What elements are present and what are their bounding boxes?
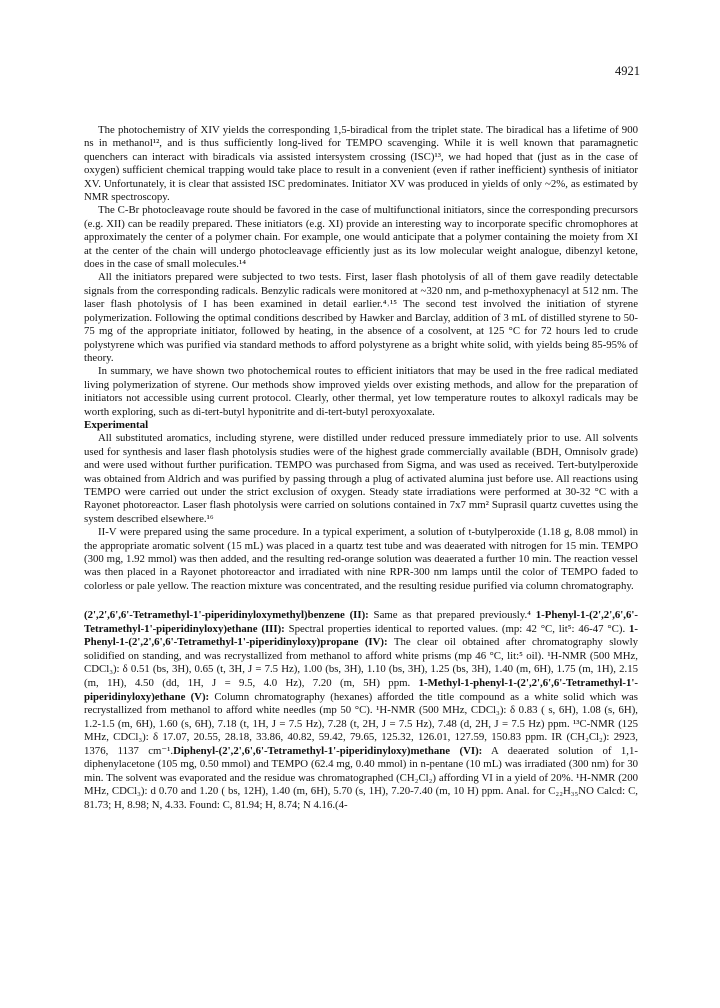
compound-characterization (84, 609, 638, 812)
paragraph-materials: All substituted aromatics, including styrene, were distilled under reduced pressure immediately prior to use. All solvents used for synthesis and laser flash photolysis studies were of the highest grade commercially available (BDH, Omnisolv grade) and were used without further purification. TEMPO was purchased from Sigma, and was used as received. Tert-butylperoxide was obtained from Aldrich and was purified by passing through a plug of activated alumina just before use. All reactions using TEMPO were carried out under the strict exclusion of oxygen. Steady state irradiations were performed at 30-32 °C with a Rayonet photoreactor. Laser flash photolysis were carried on solutions contained in 7x7 mm² Suprasil quartz cuvettes using the system described elsewhere.¹⁶ (84, 432, 638, 525)
paragraph-summary: In summary, we have shown two photochemical routes to efficient initiators that may be used in the free radical mediated living polymerization of styrene. Our methods show improved yields over existing methods, and allow for the preparation of initiators not accessible using current protocol. Clearly, other thermal, yet low temperature routes to alkoxyl radicals may be worth exploring, such as di-tert-butyl hyponitrite and di-tert-butyl peroxyoxalate. (84, 365, 638, 418)
page-body (84, 124, 638, 812)
compound-text-vi: A deaerated solution of 1,1-diphenylacetone (105 mg, 0.50 mmol) and TEMPO (62.4 mg, 0.40 mmol) in n-pentane (10 mL) was irradiated (300 nm) for 30 min. The solvent was evaporated and the residue was chromatographed (CH₂Cl₂) affording VI in a yield of 20%. ¹H-NMR (200 MHz, CDCl₃): d 0.70 and 1.20 ( bs, 12H), 1.40 (m, 6H), 5.70 (s, 1H), 7.20-7.40 (m, 10 H) ppm. Anal. for C₂₂H₃₅NO Calcd: C, 81.73; H, 8.98; N, 4.33. Found: C, 81.94; H, 8.74; N 4.16.(4- (84, 744, 638, 811)
compound-name-iii: 1-Phenyl-1-(2',2',6',6'-Tetramethyl-1'-piperidinyloxy)ethane (III): (84, 609, 638, 635)
paragraph-cbr-photocleavage: The C-Br photocleavage route should be favored in the case of multifunctional initiators, since the corresponding precursors (e.g. XII) can be readily prepared. These initiators (e.g. XI) provide an interesting way to incorporate specific chromophores at approximately the center of a polymer chain. For example, one would anticipate that a polymer containing the moiety from XI at the center of the chain will undergo photocleavage efficiently just as its low molecular weight analogue, dibenzyl ketone, does in the case of small molecules.¹⁴ (84, 204, 638, 271)
compound-text-ii: Same as that prepared previously.⁴ (368, 609, 536, 622)
compound-name-vi: Diphenyl-(2',2',6',6'-Tetramethyl-1'-piperidinyloxy)methane (VI): (173, 744, 483, 757)
compound-text-iv: The clear oil obtained after chromatography slowly solidified on standing, and was recrystallized from methanol to afford white prisms (mp 46 °C, lit:⁵ oil). ¹H-NMR (500 MHz, CDCl₃): δ 0.51 (bs, 3H), 0.65 (t, 3H, J = 7.5 Hz), 1.00 (bs, 3H), 1.10 (bs, 3H), 1.25 (bs, 3H), 1.40 (m, 6H), 1.75 (m, 1H), 2.15 (m, 1H), 4.50 (dd, 1H, J = 9.5, 4.0 Hz), 7.20 (m, 5H) ppm. (84, 636, 638, 689)
compound-text-v: Column chromatography (hexanes) afforded the title compound as a white solid which was recrystallized from methanol to afford white needles (mp 50 °C). ¹H-NMR (500 MHz, CDCl₃): δ 0.83 ( s, 6H), 1.08 (s, 6H), 1.2-1.5 (m, 6H), 1.60 (s, 6H), 7.18 (t, 1H, J = 7.5 Hz), 7.28 (t, 2H, J = 7.5 Hz), 7.48 (d, 2H, J = 7.5 Hz) ppm. ¹³C-NMR (125 MHz, CDCl₃): δ 17.07, 20.55, 28.18, 33.86, 40.82, 59.42, 79.65, 125.32, 126.01, 127.59, 150.83 ppm. IR (CH₂Cl₂): 2923, 1376, 1137 cm⁻¹. (84, 690, 638, 757)
compound-name-iv: 1-Phenyl-1-(2',2',6',6'-Tetramethyl-1'-piperidinyloxy)propane (IV): (84, 622, 638, 649)
compound-name-ii: (2',2',6',6'-Tetramethyl-1'-piperidinyloxymethyl)benzene (II): (84, 609, 369, 622)
paragraph-general-procedure: II-V were prepared using the same procedure. In a typical experiment, a solution of t-butylperoxide (1.18 g, 8.08 mmol) in the appropriate aromatic solvent (15 mL) was placed in a quartz test tube and was deaerated with nitrogen for 15 min. TEMPO (300 mg, 1.92 mmol) was then added, and the resulting red-orange solution was deaerated a further 10 min. The reaction vessel was then placed in a Rayonet photoreactor and irradiated with nine RPR-300 nm lamps until the color of TEMPO faded to colorless or pale yellow. The reaction mixture was concentrated, and the resulting residue purified via column chromatography. (84, 526, 638, 592)
paragraph-photochemistry: The photochemistry of XIV yields the corresponding 1,5-biradical from the triplet state. The biradical has a lifetime of 900 ns in methanol¹², and is thus sufficiently long-lived for TEMPO scavenging. While it is well known that paramagnetic quenchers can interact with biradicals via assisted intersystem crossing (ISC)¹³, we had hoped that (just as in the case of oxygen) sufficient chemical trapping would take place to result in a convenient (even if rather inefficient) synthesis of initiator XV. Unfortunately, it is clear that assisted ISC predominates. Initiator XV was produced in yields of only ~2%, as estimated by NMR spectroscopy. (84, 124, 638, 204)
compound-text-iii: Spectral properties identical to reported values. (mp: 42 °C, lit⁵: 46-47 °C). (284, 622, 629, 635)
paragraph-initiator-tests: All the initiators prepared were subjected to two tests. First, laser flash photolysis of all of them gave readily detectable signals from the corresponding radicals. Benzylic radicals were monitored at ~320 nm, and p-methoxyphenacyl at 512 nm. The laser flash photolysis of I has been examined in detail earlier.⁴˒¹⁵ The second test involved the initiation of styrene polymerization. Following the optimal conditions described by Hawker and Barclay, addition of 3 mL of distilled styrene to 50-75 mg of the appropriate initiator, followed by heating, in the absence of a cosolvent, at 125 °C for 72 hours led to crude polystyrene which was purified via standard methods to afford polystyrene as a bright white solid, with yields being 85-95% of theory. (84, 271, 638, 364)
page-number: 4921 (615, 64, 640, 78)
compound-name-v: 1-Methyl-1-phenyl-1-(2',2',6',6'-Tetramethyl-1'-piperidinyloxy)ethane (V): (84, 676, 638, 703)
paragraph-gap (84, 593, 638, 609)
section-heading-experimental: Experimental (84, 418, 149, 431)
